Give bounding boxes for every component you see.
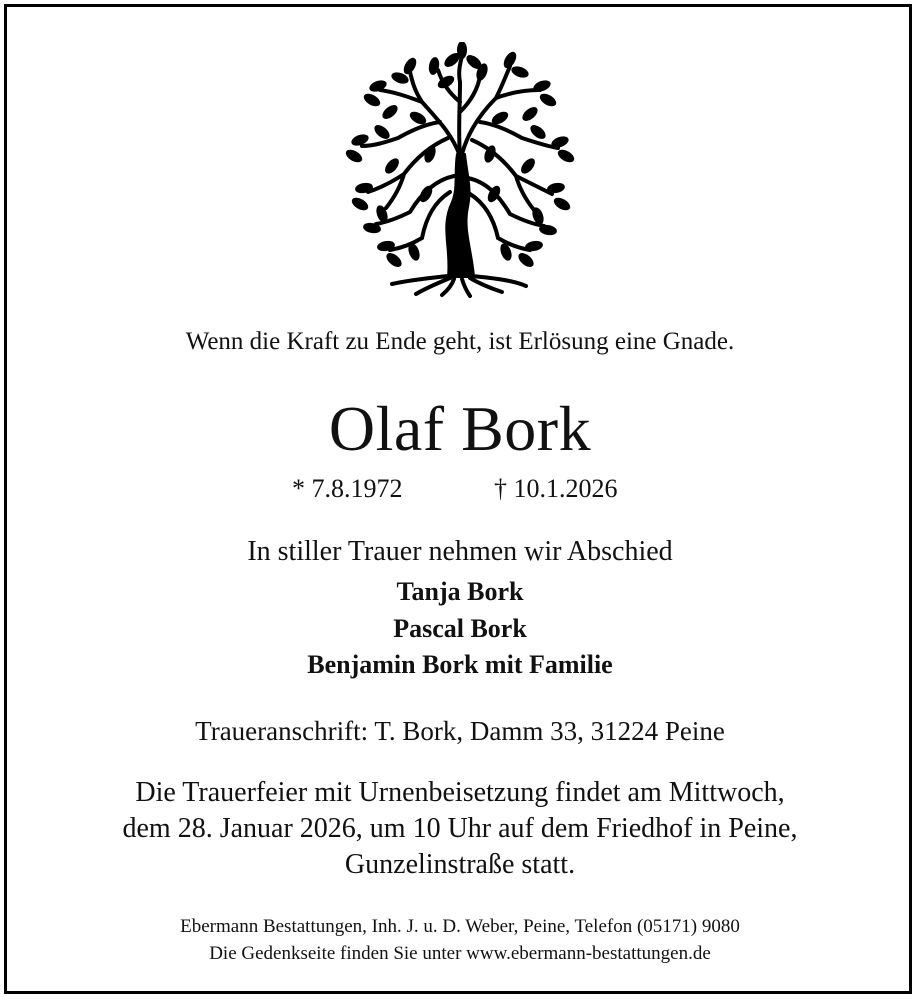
ceremony-line: Die Trauerfeier mit Urnenbeisetzung findet am Mittwoch, xyxy=(135,777,785,808)
memorial-page-line: Die Gedenkseite finden Sie unter www.ebermann-bestattungen.de xyxy=(209,943,711,964)
tree-icon xyxy=(330,42,590,302)
death-date: † 10.1.2026 xyxy=(494,474,618,503)
birth-date: * 7.8.1972 xyxy=(292,474,403,503)
mourner-name: Pascal Bork xyxy=(393,614,527,643)
deceased-name: Olaf Bork xyxy=(328,393,592,464)
mourner-name: Benjamin Bork mit Familie xyxy=(307,650,613,679)
mourner-name: Tanja Bork xyxy=(396,577,524,606)
mourning-line: In stiller Trauer nehmen wir Abschied xyxy=(247,536,673,567)
ceremony-line: dem 28. Januar 2026, um 10 Uhr auf dem Friedhof in Peine, xyxy=(122,813,798,844)
funeral-home-line: Ebermann Bestattungen, Inh. J. u. D. Weber, Peine, Telefon (05171) 9080 xyxy=(180,916,740,937)
mourning-address: Traueranschrift: T. Bork, Damm 33, 31224 Peine xyxy=(195,716,725,746)
ceremony-line: Gunzelinstraße statt. xyxy=(344,849,576,880)
motto: Wenn die Kraft zu Ende geht, ist Erlösung eine Gnade. xyxy=(185,328,735,355)
